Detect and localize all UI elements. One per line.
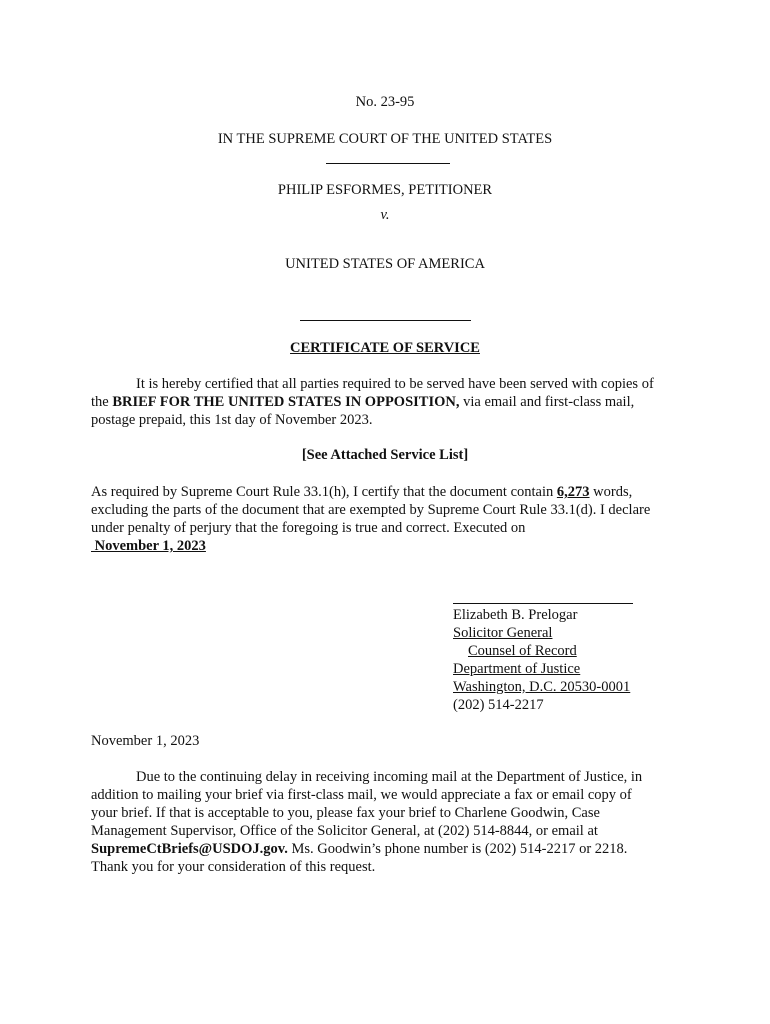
certification-line-1: It is hereby certified that all parties required to be served have been served with copies of bbox=[136, 376, 654, 392]
signature-line bbox=[453, 603, 633, 604]
letter-line-1: Due to the continuing delay in receiving incoming mail at the Department of Justice, in bbox=[136, 769, 643, 785]
certification-line-3: postage prepaid, this 1st day of November 2023. bbox=[91, 412, 373, 428]
signer-role: Counsel of Record bbox=[468, 643, 577, 659]
service-list-note: [See Attached Service List] bbox=[301, 447, 469, 463]
signature-block bbox=[453, 606, 630, 714]
certification-text: via email and first-class mail, bbox=[459, 394, 635, 410]
letter-line-2: addition to mailing your brief via first-class mail, we would appreciate a fax or email copy of bbox=[91, 787, 632, 803]
letter-paragraph bbox=[91, 768, 671, 876]
executed-date: November 1, 2023 bbox=[91, 538, 206, 554]
certificate-title: CERTIFICATE OF SERVICE bbox=[290, 340, 480, 356]
word-count-paragraph bbox=[91, 483, 671, 555]
word-count-value: 6,273 bbox=[556, 484, 590, 500]
title-divider bbox=[300, 320, 471, 321]
certification-paragraph bbox=[91, 375, 671, 429]
signer-address: Washington, D.C. 20530-0001 bbox=[453, 679, 631, 695]
certification-line-2 bbox=[91, 393, 671, 411]
caption-divider bbox=[326, 163, 450, 164]
certification-text: the bbox=[91, 394, 113, 410]
letter-date: November 1, 2023 bbox=[91, 733, 200, 749]
versus-label: v. bbox=[380, 207, 390, 223]
word-count-line-1 bbox=[91, 483, 671, 501]
word-count-text: words, bbox=[589, 484, 633, 500]
letter-line-3: your brief. If that is acceptable to you, please fax your brief to Charlene Goodwin, Case bbox=[91, 805, 600, 821]
signer-name: Elizabeth B. Prelogar bbox=[453, 607, 578, 623]
word-count-line-2: excluding the parts of the document that are exempted by Supreme Court Rule 33.1(d). I declare bbox=[91, 502, 651, 518]
petitioner-name: PHILIP ESFORMES, PETITIONER bbox=[277, 182, 493, 198]
letter-line-5 bbox=[91, 840, 671, 858]
court-name: IN THE SUPREME COURT OF THE UNITED STATES bbox=[217, 131, 553, 147]
docket-number: No. 23-95 bbox=[355, 94, 415, 110]
respondent-name: UNITED STATES OF AMERICA bbox=[285, 256, 485, 272]
letter-text: Ms. Goodwin’s phone number is (202) 514-2217 or 2218. bbox=[287, 841, 628, 857]
word-count-text: As required by Supreme Court Rule 33.1(h), I certify that the document contain bbox=[91, 484, 557, 500]
letter-line-4: Management Supervisor, Office of the Solicitor General, at (202) 514-8844, or email at bbox=[91, 823, 598, 839]
signer-phone: (202) 514-2217 bbox=[453, 697, 544, 713]
word-count-line-3: under penalty of perjury that the foregoing is true and correct. Executed on bbox=[91, 520, 526, 536]
signer-department: Department of Justice bbox=[453, 661, 581, 677]
brief-title: BRIEF FOR THE UNITED STATES IN OPPOSITION, bbox=[112, 394, 460, 410]
contact-email[interactable]: SupremeCtBriefs@USDOJ.gov. bbox=[91, 841, 288, 857]
letter-line-6: Thank you for your consideration of this request. bbox=[91, 859, 376, 875]
signer-title: Solicitor General bbox=[453, 625, 553, 641]
